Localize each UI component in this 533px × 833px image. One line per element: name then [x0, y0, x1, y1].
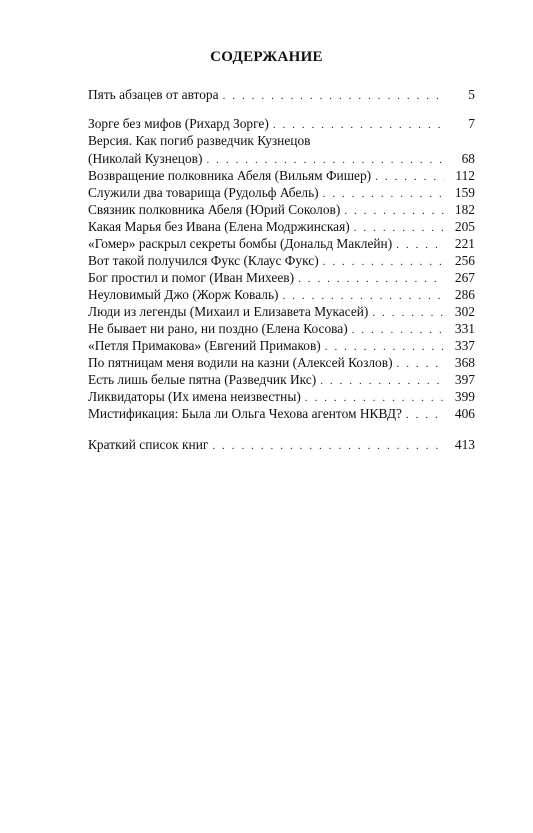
toc-entry-page: 399	[454, 389, 475, 404]
dot-leader	[212, 437, 444, 455]
toc-entry-page: 256	[454, 253, 475, 268]
toc-entry	[88, 320, 475, 338]
dot-leader	[223, 87, 444, 105]
toc-entry	[88, 405, 475, 423]
toc-entry-page: 182	[454, 202, 475, 217]
toc-entry	[88, 218, 475, 236]
toc-entry	[88, 133, 475, 168]
toc-entry-title: Служили два товарища (Рудольф Абель)	[88, 185, 319, 200]
toc-entry	[88, 269, 475, 287]
toc-entry	[88, 354, 475, 372]
toc-entry-page: 331	[454, 321, 475, 336]
toc-entry-title: По пятницам меня водили на казни (Алексей Козлов)	[88, 355, 393, 370]
toc-entry	[88, 286, 475, 304]
toc-entry-page: 112	[455, 168, 475, 183]
toc-entry-title: Связник полковника Абеля (Юрий Соколов)	[88, 202, 341, 217]
toc-entry	[88, 337, 475, 355]
toc-entry	[88, 167, 475, 185]
toc-entry-title: Краткий список книг	[88, 437, 209, 452]
toc-entry	[88, 371, 475, 389]
toc-entry	[88, 184, 475, 202]
toc-entry	[88, 436, 475, 454]
toc-entry	[88, 235, 475, 253]
toc-entry-title: Люди из легенды (Михаил и Елизавета Мукасей)	[88, 304, 369, 319]
toc-entry-page: 159	[454, 185, 475, 200]
toc-entry-page: 7	[468, 116, 475, 131]
toc-entry-title: «Петля Примакова» (Евгений Примаков)	[88, 338, 321, 353]
toc-entry-page: 337	[454, 338, 475, 353]
toc-entry-page: 205	[454, 219, 475, 234]
toc-entry-title: Мистификация: Была ли Ольга Чехова агентом НКВД?	[88, 406, 402, 421]
toc-entry-page: 406	[454, 406, 475, 421]
toc-entry	[88, 115, 475, 133]
toc-entry-title: Пять абзацев от автора	[88, 87, 219, 102]
toc-entry-page: 221	[454, 236, 475, 251]
toc-entry-page: 413	[454, 437, 475, 452]
toc-entry-title: Не бывает ни рано, ни поздно (Елена Косова)	[88, 321, 348, 336]
toc-entry-title: Зорге без мифов (Рихард Зорге)	[88, 116, 269, 131]
toc-entry	[88, 252, 475, 270]
toc-entry-title: Бог простил и помог (Иван Михеев)	[88, 270, 295, 285]
toc-entry-page: 267	[454, 270, 475, 285]
toc-entry-title: Есть лишь белые пятна (Разведчик Икс)	[88, 372, 317, 387]
toc-entry-title: (Николай Кузнецов)	[88, 151, 203, 166]
toc-entry-page: 302	[454, 304, 475, 319]
toc-entry-title: Возвращение полковника Абеля (Вильям Фишер)	[88, 168, 372, 183]
page-title: СОДЕРЖАНИЕ	[210, 49, 323, 65]
toc-entry	[88, 303, 475, 321]
toc-entry-title: Вот такой получился Фукс (Клаус Фукс)	[88, 253, 319, 268]
toc-entry	[88, 388, 475, 406]
toc-entry-title: «Гомер» раскрыл секреты бомбы (Дональд Маклейн)	[88, 236, 393, 251]
toc-entry	[88, 201, 475, 219]
toc-entry-title: Какая Марья без Ивана (Елена Модржинская)	[88, 219, 350, 234]
toc-entry	[88, 86, 475, 104]
toc-entry-page: 286	[454, 287, 475, 302]
toc-entry-page: 68	[461, 151, 475, 166]
toc-entry-page: 397	[454, 372, 475, 387]
toc-entry-title-line1: Версия. Как погиб разведчик Кузнецов	[88, 133, 311, 148]
toc-entry-title: Ликвидаторы (Их имена неизвестны)	[88, 389, 301, 404]
toc-entry-page: 368	[454, 355, 475, 370]
toc-entry-page: 5	[468, 87, 475, 102]
dot-leader	[406, 406, 444, 424]
toc-entry-title: Неуловимый Джо (Жорж Коваль)	[88, 287, 279, 302]
